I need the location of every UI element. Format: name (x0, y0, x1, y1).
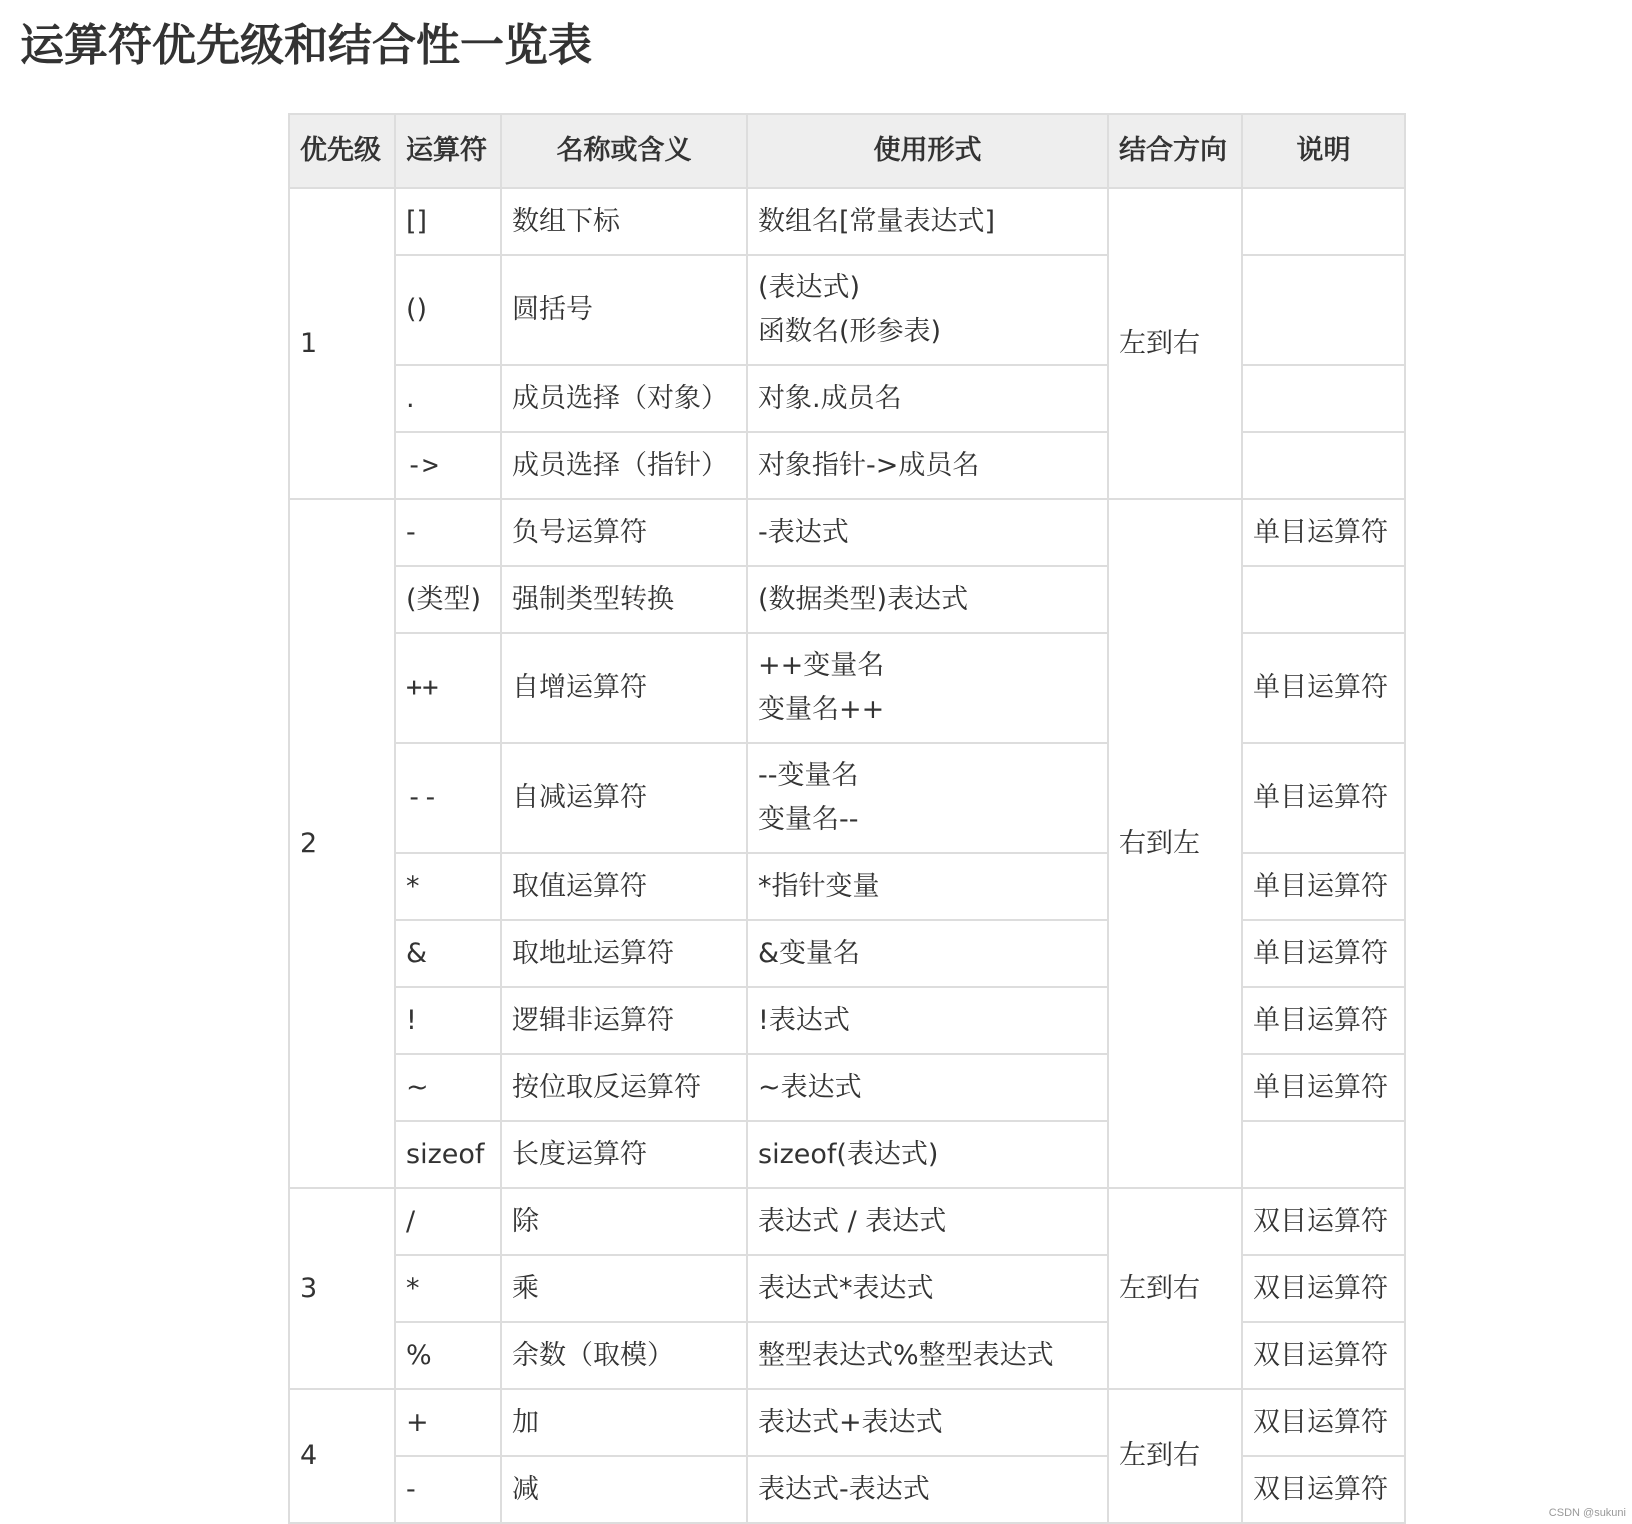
usage-cell (747, 743, 1108, 853)
name-cell: 加 (501, 1389, 747, 1456)
header-priority: 优先级 (289, 114, 395, 188)
usage-line: 表达式 / 表达式 (758, 1205, 947, 1237)
usage-line: !表达式 (758, 1004, 850, 1036)
direction-cell: 左到右 (1108, 1188, 1242, 1389)
operator-cell: -> (395, 432, 501, 499)
name-cell: 负号运算符 (501, 499, 747, 566)
note-cell (1242, 1121, 1405, 1188)
usage-line: 对象.成员名 (758, 382, 902, 414)
name-cell: 自减运算符 (501, 743, 747, 853)
name-cell: 取值运算符 (501, 853, 747, 920)
usage-line: 对象指针->成员名 (758, 449, 980, 481)
note-cell: 单目运算符 (1242, 987, 1405, 1054)
note-cell: 双目运算符 (1242, 1255, 1405, 1322)
name-cell: 圆括号 (501, 255, 747, 365)
usage-cell (747, 432, 1108, 499)
usage-line: 函数名(形参表) (758, 316, 942, 347)
header-note: 说明 (1242, 114, 1405, 188)
note-cell: 双目运算符 (1242, 1188, 1405, 1255)
usage-cell (747, 853, 1108, 920)
direction-cell: 左到右 (1108, 1389, 1242, 1523)
name-cell: 余数（取模） (501, 1322, 747, 1389)
usage-line: --变量名 (758, 760, 859, 791)
usage-cell (747, 566, 1108, 633)
operator-cell: + (395, 1389, 501, 1456)
note-cell: 双目运算符 (1242, 1456, 1405, 1523)
usage-line: 表达式-表达式 (758, 1473, 930, 1505)
operator-cell: * (395, 853, 501, 920)
priority-cell: 3 (289, 1188, 395, 1389)
header-name: 名称或含义 (501, 114, 747, 188)
usage-cell (747, 920, 1108, 987)
note-cell (1242, 255, 1405, 365)
operator-precedence-table (288, 113, 1406, 1524)
watermark: CSDN @sukuni (1548, 1507, 1626, 1519)
usage-line: sizeof(表达式) (758, 1138, 939, 1170)
note-cell (1242, 188, 1405, 255)
operator-cell: & (395, 920, 501, 987)
usage-line: 数组名[常量表达式] (758, 205, 996, 237)
usage-line: 表达式+表达式 (758, 1406, 943, 1438)
usage-cell (747, 1322, 1108, 1389)
note-cell: 单目运算符 (1242, 853, 1405, 920)
usage-line: 变量名-- (758, 804, 859, 835)
operator-cell: () (395, 255, 501, 365)
operator-cell: (类型) (395, 566, 501, 633)
note-cell (1242, 566, 1405, 633)
usage-cell (747, 987, 1108, 1054)
name-cell: 数组下标 (501, 188, 747, 255)
operator-cell: . (395, 365, 501, 432)
note-cell (1242, 432, 1405, 499)
usage-line: (表达式) (758, 272, 861, 303)
name-cell: 乘 (501, 1255, 747, 1322)
table-row (289, 188, 1405, 255)
usage-cell (747, 1456, 1108, 1523)
table-row (289, 499, 1405, 566)
operator-cell: % (395, 1322, 501, 1389)
name-cell: 成员选择（指针） (501, 432, 747, 499)
note-cell: 单目运算符 (1242, 499, 1405, 566)
usage-cell (747, 255, 1108, 365)
usage-line: &变量名 (758, 937, 861, 969)
usage-cell (747, 365, 1108, 432)
usage-line: ++变量名 (758, 650, 885, 681)
operator-cell: - (395, 499, 501, 566)
usage-cell (747, 1188, 1108, 1255)
page-title: 运算符优先级和结合性一览表 (20, 20, 592, 71)
priority-cell: 4 (289, 1389, 395, 1523)
usage-line: 表达式*表达式 (758, 1272, 934, 1304)
usage-cell (747, 1121, 1108, 1188)
priority-cell: 2 (289, 499, 395, 1188)
header-direction: 结合方向 (1108, 114, 1242, 188)
operator-cell: / (395, 1188, 501, 1255)
usage-line: -表达式 (758, 516, 849, 548)
name-cell: 自增运算符 (501, 633, 747, 743)
name-cell: 成员选择（对象） (501, 365, 747, 432)
table-body (289, 188, 1405, 1523)
name-cell: 逻辑非运算符 (501, 987, 747, 1054)
note-cell: 双目运算符 (1242, 1389, 1405, 1456)
operator-cell: sizeof (395, 1121, 501, 1188)
header-row (289, 114, 1405, 188)
note-cell (1242, 365, 1405, 432)
name-cell: 除 (501, 1188, 747, 1255)
name-cell: 取地址运算符 (501, 920, 747, 987)
direction-cell: 左到右 (1108, 188, 1242, 499)
usage-line: *指针变量 (758, 870, 880, 902)
usage-line: 变量名++ (758, 694, 885, 725)
note-cell: 单目运算符 (1242, 1054, 1405, 1121)
operator-cell: - (395, 1456, 501, 1523)
operator-cell: * (395, 1255, 501, 1322)
name-cell: 减 (501, 1456, 747, 1523)
operator-cell: ! (395, 987, 501, 1054)
usage-line: ~表达式 (758, 1071, 862, 1103)
priority-cell: 1 (289, 188, 395, 499)
usage-cell (747, 499, 1108, 566)
usage-line: 整型表达式%整型表达式 (758, 1339, 1054, 1371)
note-cell: 单目运算符 (1242, 743, 1405, 853)
header-operator: 运算符 (395, 114, 501, 188)
usage-cell (747, 633, 1108, 743)
table-row (289, 1188, 1405, 1255)
usage-cell (747, 1054, 1108, 1121)
note-cell: 双目运算符 (1242, 1322, 1405, 1389)
usage-cell (747, 1255, 1108, 1322)
note-cell: 单目运算符 (1242, 633, 1405, 743)
name-cell: 按位取反运算符 (501, 1054, 747, 1121)
operator-cell: [] (395, 188, 501, 255)
usage-line: (数据类型)表达式 (758, 583, 969, 615)
operator-cell: ++ (395, 633, 501, 743)
usage-cell (747, 1389, 1108, 1456)
note-cell: 单目运算符 (1242, 920, 1405, 987)
usage-cell (747, 188, 1108, 255)
table-row (289, 1389, 1405, 1456)
name-cell: 强制类型转换 (501, 566, 747, 633)
name-cell: 长度运算符 (501, 1121, 747, 1188)
operator-cell: ~ (395, 1054, 501, 1121)
direction-cell: 右到左 (1108, 499, 1242, 1188)
header-usage: 使用形式 (747, 114, 1108, 188)
operator-cell: -- (395, 743, 501, 853)
